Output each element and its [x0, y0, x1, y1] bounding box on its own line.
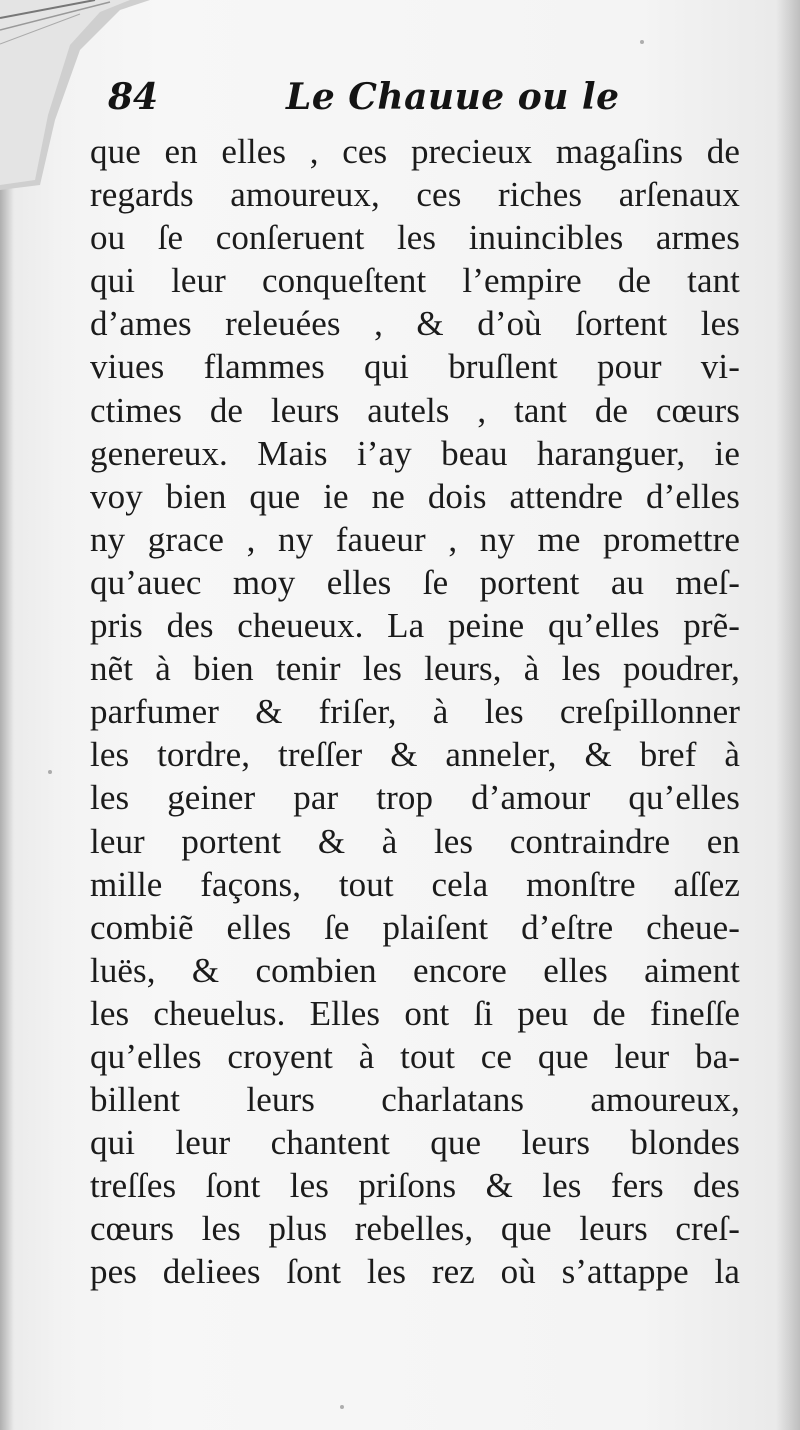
text-line: ou ſe conſeruent les inuincibles armes	[90, 218, 740, 258]
text-line: les tordre, treſſer & anneler, & bref à	[90, 735, 740, 775]
text-line: qu’auec moy elles ſe portent au meſ-	[90, 562, 740, 602]
text-line: nẽt à bien tenir les leurs, à les poudrer,	[90, 649, 740, 689]
text-line: regards amoureux, ces riches arſenaux	[90, 175, 740, 215]
text-line: cœurs les plus rebelles, que leurs creſ-	[90, 1209, 740, 1249]
text-line: qui leur conqueſtent l’empire de tant	[90, 261, 740, 301]
text-line: ny grace , ny faueur , ny me promettre	[90, 519, 740, 559]
text-line: les geiner par trop d’amour qu’elles	[90, 778, 740, 818]
paper-speck	[640, 40, 644, 44]
text-line: qu’elles croyent à tout ce que leur ba-	[90, 1036, 740, 1076]
text-line: qui leur chantent que leurs blondes	[90, 1123, 740, 1163]
edge-shadow	[776, 0, 800, 1430]
running-title: Le Chauue ou le	[286, 76, 620, 118]
text-line: mille façons, tout cela monſtre aſſez	[90, 864, 740, 904]
text-line: luës, & combien encore elles aiment	[90, 950, 740, 990]
page-number: 84	[108, 76, 159, 118]
text-line: d’ames releuées , & d’où ſortent les	[90, 304, 740, 344]
text-line: leur portent & à les contraindre en	[90, 821, 740, 861]
body-text	[90, 130, 740, 1294]
text-line: billent leurs charlatans amoureux,	[90, 1080, 740, 1120]
page-header	[108, 72, 668, 122]
text-line: pes deliees ſont les rez où s’attappe la	[90, 1252, 740, 1292]
gutter-shadow	[0, 0, 14, 1430]
text-line: voy bien que ie ne dois attendre d’elles	[90, 476, 740, 516]
text-line: parfumer & friſer, à les creſpillonner	[90, 692, 740, 732]
text-line: les cheuelus. Elles ont ſi peu de fineſſe	[90, 993, 740, 1033]
text-line: ctimes de leurs autels , tant de cœurs	[90, 390, 740, 430]
paper-speck	[48, 770, 52, 774]
text-line: genereux. Mais i’ay beau haranguer, ie	[90, 433, 740, 473]
text-line: que en elles , ces precieux magaſins de	[90, 132, 740, 171]
text-line: viues flammes qui bruſlent pour vi-	[90, 347, 740, 387]
text-line: combiẽ elles ſe plaiſent d’eſtre cheue-	[90, 907, 740, 947]
text-line: treſſes ſont les priſons & les fers des	[90, 1166, 740, 1206]
paper-speck	[340, 1405, 344, 1409]
text-line: pris des cheueux. La peine qu’elles prẽ-	[90, 606, 740, 646]
